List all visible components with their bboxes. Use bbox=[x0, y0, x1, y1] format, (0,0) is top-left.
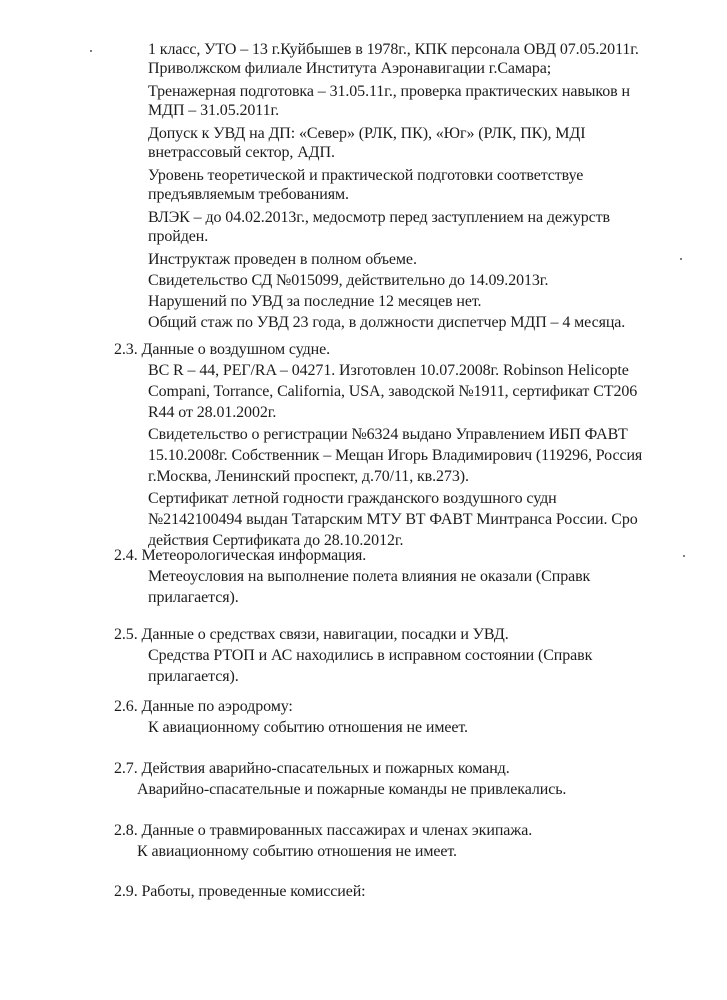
text-line: пройден. bbox=[148, 228, 209, 245]
section-heading-2-3: 2.3. Данные о воздушном судне. bbox=[114, 341, 331, 358]
text-line: Общий стаж по УВД 23 года, в должности диспетчер МДП – 4 месяца. bbox=[148, 314, 626, 331]
text-line: Compani, Torrance, California, USA, заводской №1911, сертификат СТ206 bbox=[148, 383, 638, 400]
text-line: предъявляемым требованиям. bbox=[148, 186, 349, 203]
text-line: Сертификат летной годности гражданского воздушного судн bbox=[148, 490, 557, 507]
text-line: Допуск к УВД на ДП: «Север» (РЛК, ПК), «Юг» (РЛК, ПК), МДІ bbox=[148, 125, 586, 142]
text-line: Средства РТОП и АС находились в исправном состоянии (Справк bbox=[148, 647, 593, 664]
text-line: ВЛЭК – до 04.02.2013г., медосмотр перед заступлением на дежурств bbox=[148, 209, 611, 226]
text-line: действия Сертификата до 28.10.2012г. bbox=[148, 532, 404, 549]
text-line: прилагается). bbox=[148, 668, 239, 685]
section-heading-2-6: 2.6. Данные по аэродрому: bbox=[114, 698, 293, 715]
text-line: Нарушений по УВД за последние 12 месяцев нет. bbox=[148, 293, 482, 310]
text-line: ВС R – 44, РЕГ/RA – 04271. Изготовлен 10.07.2008г. Robinson Helicopte bbox=[148, 362, 629, 379]
text-line: 15.10.2008г. Собственник – Мещан Игорь Владимирович (119296, Россия bbox=[148, 447, 643, 464]
section-heading-2-9: 2.9. Работы, проведенные комиссией: bbox=[114, 883, 366, 900]
text-line: г.Москва, Ленинский проспект, д.70/11, кв.273). bbox=[148, 468, 469, 485]
scan-speck bbox=[680, 258, 682, 260]
text-line: К авиационному событию отношения не имеет. bbox=[137, 843, 457, 860]
text-line: прилагается). bbox=[148, 589, 239, 606]
text-line: Свидетельство о регистрации №6324 выдано Управлением ИБП ФАВТ bbox=[148, 426, 628, 443]
scan-speck bbox=[90, 50, 92, 52]
scan-speck bbox=[683, 555, 685, 557]
text-line: Инструктаж проведен в полном объеме. bbox=[148, 251, 417, 268]
text-line: №2142100494 выдан Татарским МТУ ВТ ФАВТ Минтранса России. Сро bbox=[148, 511, 638, 528]
text-line: Метеоусловия на выполнение полета влияния не оказали (Справк bbox=[148, 568, 591, 585]
text-line: R44 от 28.01.2002г. bbox=[148, 404, 277, 421]
text-line: внетрассовый сектор, АДП. bbox=[148, 144, 335, 161]
section-heading-2-5: 2.5. Данные о средствах связи, навигации, посадки и УВД. bbox=[114, 626, 509, 643]
text-line: Тренажерная подготовка – 31.05.11г., проверка практических навыков н bbox=[148, 83, 630, 100]
text-line: К авиационному событию отношения не имеет. bbox=[148, 719, 468, 736]
section-heading-2-8: 2.8. Данные о травмированных пассажирах и членах экипажа. bbox=[114, 822, 533, 839]
text-line: Уровень теоретической и практической подготовки соответствуе bbox=[148, 167, 584, 184]
section-heading-2-7: 2.7. Действия аварийно-спасательных и пожарных команд. bbox=[114, 760, 510, 777]
text-line: 1 класс, УТО – 13 г.Куйбышев в 1978г., КПК персонала ОВД 07.05.2011г. bbox=[148, 41, 639, 58]
text-line: Свидетельство СД №015099, действительно до 14.09.2013г. bbox=[148, 272, 549, 289]
section-heading-2-4: 2.4. Метеорологическая информация. bbox=[114, 547, 367, 564]
text-line: МДП – 31.05.2011г. bbox=[148, 102, 280, 119]
text-line: Приволжском филиале Института Аэронавигации г.Самара; bbox=[148, 60, 552, 77]
text-line: Аварийно-спасательные и пожарные команды не привлекались. bbox=[137, 781, 567, 798]
